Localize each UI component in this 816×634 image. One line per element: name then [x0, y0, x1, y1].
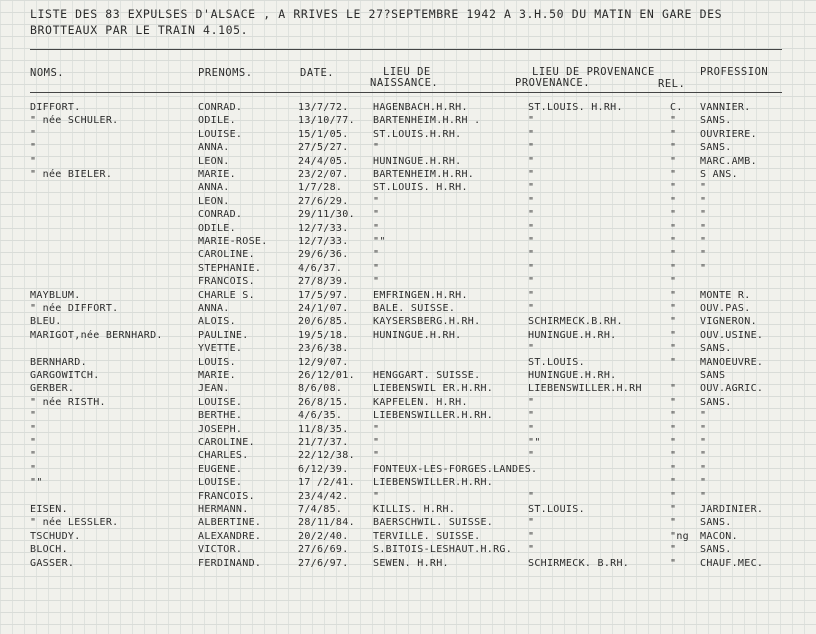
table-row — [0, 370, 816, 382]
cell-prov: " — [528, 262, 535, 274]
header-rule-bottom — [30, 92, 782, 93]
cell-lieu: "" — [373, 236, 386, 247]
cell-prof: " — [700, 209, 707, 221]
cell-nom: " née BIELER. — [30, 169, 113, 180]
cell-prof: " — [700, 222, 707, 234]
cell-prenom: LOUISE. — [198, 396, 243, 408]
cell-rel: " — [670, 182, 677, 194]
cell-prov: " — [528, 544, 535, 556]
table-row — [0, 156, 816, 168]
cell-prov: " — [528, 450, 535, 462]
table-row — [0, 223, 816, 235]
cell-prof: " — [700, 410, 707, 422]
header-prov-top: LIEU DE PROVENANCE — [532, 66, 655, 78]
cell-date: 1/7/28. — [298, 182, 343, 194]
cell-prof: " — [700, 477, 707, 489]
cell-lieu: ST.LOUIS.H.RH. — [373, 128, 462, 140]
cell-rel: " — [670, 343, 677, 355]
cell-date: 20/2/40. — [298, 530, 349, 542]
cell-prenom: EUGENE. — [198, 463, 243, 475]
cell-nom: BLEU. — [30, 316, 62, 328]
cell-lieu: " — [373, 423, 380, 435]
cell-prenom: JOSEPH. — [198, 423, 243, 435]
cell-prenom: FRANCOIS. — [198, 276, 255, 288]
cell-prov: " — [528, 303, 535, 314]
cell-prov: " — [528, 222, 535, 234]
cell-prenom: ALEXANDRE. — [198, 530, 262, 542]
table-row — [0, 129, 816, 141]
cell-prov: " — [528, 209, 535, 221]
cell-prov: ST.LOUIS. — [528, 504, 585, 515]
cell-nom: " née LESSLER. — [30, 517, 119, 529]
cell-prenom: JEAN. — [198, 383, 230, 395]
cell-date: 12/7/33. — [298, 222, 349, 234]
header-lieu-bottom: NAISSANCE. — [370, 77, 439, 89]
cell-prof: CHAUF.MEC. — [700, 557, 764, 569]
cell-lieu: " — [373, 276, 380, 288]
cell-date: 20/6/85. — [298, 316, 349, 328]
table-row — [0, 330, 816, 342]
cell-nom: "" — [30, 477, 43, 489]
cell-prenom: ODILE. — [198, 115, 236, 127]
cell-rel: " — [670, 410, 677, 422]
cell-prov: " — [528, 396, 535, 408]
cell-prof: JARDINIER. — [700, 504, 764, 515]
cell-prov: " — [528, 115, 535, 127]
cell-date: 29/11/30. — [298, 209, 355, 221]
cell-nom: EISEN. — [30, 504, 68, 515]
cell-prof: SANS. — [700, 544, 732, 556]
cell-lieu: EMFRINGEN.H.RH. — [373, 289, 468, 301]
cell-date: 4/6/37. — [298, 262, 343, 274]
cell-nom: GERBER. — [30, 383, 75, 395]
cell-rel: " — [670, 249, 677, 261]
cell-rel: " — [670, 450, 677, 462]
cell-prenom: FERDINAND. — [198, 557, 262, 569]
table-row — [0, 450, 816, 462]
cell-date: 12/7/33. — [298, 236, 349, 247]
cell-prenom: CONRAD. — [198, 209, 243, 221]
cell-lieu: BARTENHEIM.H.RH. — [373, 169, 475, 180]
cell-lieu: S.BITOIS-LESHAUT.H.RG. — [373, 544, 513, 556]
cell-lieu: HENGGART. SUISSE. — [373, 370, 481, 381]
cell-nom: " — [30, 423, 37, 435]
cell-prov: " — [528, 530, 535, 542]
cell-prenom: ODILE. — [198, 222, 236, 234]
table-row — [0, 196, 816, 208]
header-prenoms: PRENOMS. — [198, 67, 253, 79]
cell-prov: " — [528, 410, 535, 422]
cell-prenom: HERMANN. — [198, 504, 249, 515]
cell-nom: " née SCHULER. — [30, 115, 119, 127]
cell-lieu: " — [373, 437, 380, 448]
cell-nom: TSCHUDY. — [30, 530, 81, 542]
cell-prov: "" — [528, 437, 541, 448]
cell-nom: " — [30, 128, 37, 140]
cell-date: 28/11/84. — [298, 517, 355, 529]
cell-nom: GASSER. — [30, 557, 75, 569]
table-row — [0, 169, 816, 181]
cell-prof: OUVRIERE. — [700, 128, 757, 140]
cell-prof: " — [700, 437, 707, 448]
cell-date: 27/6/29. — [298, 195, 349, 207]
cell-prof: " — [700, 236, 707, 247]
cell-date: 27/5/27. — [298, 142, 349, 154]
cell-prenom: VICTOR. — [198, 544, 243, 556]
cell-date: 17 /2/41. — [298, 477, 355, 489]
table-row — [0, 357, 816, 369]
cell-prov: " — [528, 182, 535, 194]
cell-lieu: BALE. SUISSE. — [373, 303, 456, 314]
cell-prof: OUV.AGRIC. — [700, 383, 764, 395]
cell-date: 6/12/39. — [298, 463, 349, 475]
cell-rel: " — [670, 463, 677, 475]
cell-date: 27/6/69. — [298, 544, 349, 556]
cell-date: 13/10/77. — [298, 115, 355, 127]
cell-date: 26/12/01. — [298, 370, 355, 381]
table-row — [0, 383, 816, 395]
table-row — [0, 316, 816, 328]
cell-prenom: ANNA. — [198, 182, 230, 194]
cell-nom: GARGOWITCH. — [30, 370, 100, 381]
cell-rel: " — [670, 209, 677, 221]
cell-prof: SANS. — [700, 517, 732, 529]
cell-prof: SANS — [700, 370, 726, 381]
cell-lieu: BAERSCHWIL. SUISSE. — [373, 517, 494, 529]
cell-prof: " — [700, 182, 707, 194]
cell-rel: " — [670, 557, 677, 569]
table-row — [0, 397, 816, 409]
cell-prov: " — [528, 343, 535, 355]
cell-prov: " — [528, 423, 535, 435]
cell-prof: SANS. — [700, 142, 732, 154]
cell-rel: " — [670, 142, 677, 154]
cell-nom: " — [30, 155, 37, 167]
cell-date: 26/8/15. — [298, 396, 349, 408]
cell-lieu: LIEBENSWIL ER.H.RH. — [373, 383, 494, 395]
cell-date: 23/2/07. — [298, 169, 349, 180]
cell-rel: " — [670, 437, 677, 448]
cell-prof: MACON. — [700, 530, 738, 542]
cell-lieu: TERVILLE. SUISSE. — [373, 530, 481, 542]
cell-prov: HUNINGUE.H.RH. — [528, 329, 617, 341]
cell-prof: SANS. — [700, 396, 732, 408]
table-row — [0, 236, 816, 248]
cell-lieu: HUNINGUE.H.RH. — [373, 329, 462, 341]
cell-rel: C. — [670, 102, 683, 113]
cell-prof: VANNIER. — [700, 102, 751, 113]
cell-prov: LIEBENSWILLER.H.RH — [528, 383, 642, 395]
cell-rel: " — [670, 316, 677, 328]
table-row — [0, 263, 816, 275]
cell-prenom: CHARLES. — [198, 450, 249, 462]
cell-lieu: SEWEN. H.RH. — [373, 557, 449, 569]
cell-lieu: " — [373, 490, 380, 502]
cell-prof: " — [700, 195, 707, 207]
cell-lieu: " — [373, 222, 380, 234]
header-noms: NOMS. — [30, 67, 65, 79]
cell-prenom: ANNA. — [198, 142, 230, 154]
cell-prenom: LOUIS. — [198, 356, 236, 368]
cell-date: 11/8/35. — [298, 423, 349, 435]
cell-prenom: CAROLINE. — [198, 437, 255, 448]
cell-date: 19/5/18. — [298, 329, 349, 341]
cell-rel: " — [670, 504, 677, 515]
cell-date: 8/6/08. — [298, 383, 343, 395]
cell-rel: " — [670, 195, 677, 207]
cell-nom: MAYBLUM. — [30, 289, 81, 301]
cell-lieu: LIEBENSWILLER.H.RH. — [373, 410, 494, 422]
cell-lieu: KAPFELEN. H.RH. — [373, 396, 468, 408]
cell-prenom: MARIE. — [198, 370, 236, 381]
cell-nom: " — [30, 437, 37, 448]
table-header — [0, 66, 816, 92]
table-row — [0, 276, 816, 288]
cell-prenom: YVETTE. — [198, 343, 243, 355]
cell-nom: BLOCH. — [30, 544, 68, 556]
cell-nom: " — [30, 410, 37, 422]
cell-rel: " — [670, 289, 677, 301]
cell-prov: " — [528, 128, 535, 140]
cell-lieu: " — [373, 249, 380, 261]
cell-rel: " — [670, 169, 677, 180]
table-row — [0, 491, 816, 503]
cell-nom: " née RISTH. — [30, 396, 106, 408]
table-row — [0, 303, 816, 315]
cell-prov: " — [528, 169, 535, 180]
table-row — [0, 464, 816, 476]
cell-lieu: HUNINGUE.H.RH. — [373, 155, 462, 167]
cell-prenom: MARIE-ROSE. — [198, 236, 268, 247]
table-row — [0, 437, 816, 449]
cell-prenom: LEON. — [198, 155, 230, 167]
cell-lieu: " — [373, 195, 380, 207]
cell-prof: SANS. — [700, 115, 732, 127]
cell-lieu: HAGENBACH.H.RH. — [373, 102, 468, 113]
cell-prenom: LEON. — [198, 195, 230, 207]
cell-nom: BERNHARD. — [30, 356, 87, 368]
cell-prenom: PAULINE. — [198, 329, 249, 341]
cell-prof: VIGNERON. — [700, 316, 757, 328]
cell-rel: " — [670, 383, 677, 395]
header-profession: PROFESSION — [700, 66, 769, 78]
header-rule-top — [30, 49, 782, 50]
table-row — [0, 544, 816, 556]
header-prov-bottom: PROVENANCE. — [515, 77, 591, 89]
cell-prov: " — [528, 249, 535, 261]
cell-rel: " — [670, 262, 677, 274]
cell-prov: " — [528, 490, 535, 502]
cell-rel: " — [670, 222, 677, 234]
cell-prov: SCHIRMECK.B.RH. — [528, 316, 623, 328]
cell-prenom: CAROLINE. — [198, 249, 255, 261]
cell-prenom: BERTHE. — [198, 410, 243, 422]
cell-prof: SANS. — [700, 343, 732, 355]
cell-prof: " — [700, 450, 707, 462]
cell-prenom: ALOIS. — [198, 316, 236, 328]
header-lieu-top: LIEU DE — [383, 66, 431, 78]
cell-lieu: BARTENHEIM.H.RH . — [373, 115, 481, 127]
cell-lieu: FONTEUX-LES-FORGES.LANDES. — [373, 463, 538, 475]
cell-prov: ST.LOUIS. H.RH. — [528, 102, 623, 113]
cell-nom: " — [30, 463, 37, 475]
cell-prov: " — [528, 236, 535, 247]
table-row — [0, 290, 816, 302]
cell-date: 15/1/05. — [298, 128, 349, 140]
cell-prenom: ALBERTINE. — [198, 517, 262, 529]
cell-prov: HUNINGUE.H.RH. — [528, 370, 617, 381]
cell-prenom: CHARLE S. — [198, 289, 255, 301]
table-row — [0, 102, 816, 114]
cell-prof: MARC.AMB. — [700, 155, 757, 167]
cell-lieu: KILLIS. H.RH. — [373, 504, 456, 515]
cell-rel: " — [670, 396, 677, 408]
table-row — [0, 209, 816, 221]
cell-prov: SCHIRMECK. B.RH. — [528, 557, 630, 569]
cell-prov: " — [528, 517, 535, 529]
cell-prov: " — [528, 276, 535, 288]
cell-prenom: MARIE. — [198, 169, 236, 180]
table-row — [0, 115, 816, 127]
cell-nom: DIFFORT. — [30, 102, 81, 113]
cell-rel: " — [670, 490, 677, 502]
cell-lieu: LIEBENSWILLER.H.RH. — [373, 477, 494, 489]
cell-date: 24/4/05. — [298, 155, 349, 167]
cell-prof: " — [700, 463, 707, 475]
cell-prenom: LOUISE. — [198, 477, 243, 489]
table-row — [0, 517, 816, 529]
cell-date: 21/7/37. — [298, 437, 349, 448]
cell-rel: " — [670, 303, 677, 314]
cell-prenom: LOUISE. — [198, 128, 243, 140]
cell-prof: MONTE R. — [700, 289, 751, 301]
cell-prof: MANOEUVRE. — [700, 356, 764, 368]
cell-prof: " — [700, 423, 707, 435]
cell-rel: " — [670, 236, 677, 247]
cell-rel: " — [670, 423, 677, 435]
table-row — [0, 343, 816, 355]
cell-prenom: ANNA. — [198, 303, 230, 314]
cell-prof: " — [700, 249, 707, 261]
cell-rel: " — [670, 155, 677, 167]
cell-prov: ST.LOUIS. — [528, 356, 585, 368]
document-title: LISTE DES 83 EXPULSES D'ALSACE , A RRIVES LE 27?SEPTEMBRE 1942 A 3.H.50 DU MATIN EN GARE DES BROTTEAUX PAR LE TRAIN 4.105. — [30, 7, 723, 37]
cell-lieu: ST.LOUIS. H.RH. — [373, 182, 468, 194]
cell-rel: " — [670, 517, 677, 529]
cell-lieu: " — [373, 450, 380, 462]
cell-prov: " — [528, 142, 535, 154]
cell-prof: OUV.USINE. — [700, 329, 764, 341]
cell-prenom: STEPHANIE. — [198, 262, 262, 274]
cell-date: 13/7/72. — [298, 102, 349, 113]
cell-rel: " — [670, 544, 677, 556]
cell-prof: " — [700, 262, 707, 274]
table-row — [0, 249, 816, 261]
cell-prof: S ANS. — [700, 169, 738, 180]
table-row — [0, 410, 816, 422]
cell-nom: " née DIFFORT. — [30, 303, 119, 314]
cell-rel: " — [670, 477, 677, 489]
table-row — [0, 531, 816, 543]
cell-rel: " — [670, 128, 677, 140]
cell-prof: " — [700, 490, 707, 502]
cell-date: 27/6/97. — [298, 557, 349, 569]
cell-prov: " — [528, 155, 535, 167]
cell-prenom: CONRAD. — [198, 102, 243, 113]
cell-date: 17/5/97. — [298, 289, 349, 301]
header-date: DATE. — [300, 67, 335, 79]
cell-rel: " — [670, 329, 677, 341]
cell-nom: " — [30, 142, 37, 154]
table-row — [0, 142, 816, 154]
table-row — [0, 558, 816, 570]
cell-date: 4/6/35. — [298, 410, 343, 422]
cell-rel: " — [670, 356, 677, 368]
cell-lieu: " — [373, 142, 380, 154]
cell-rel: "ng — [670, 530, 689, 542]
cell-prov: " — [528, 289, 535, 301]
cell-date: 7/4/85. — [298, 504, 343, 515]
cell-date: 27/8/39. — [298, 276, 349, 288]
cell-date: 23/6/38. — [298, 343, 349, 355]
cell-date: 29/6/36. — [298, 249, 349, 261]
cell-lieu: KAYSERSBERG.H.RH. — [373, 316, 481, 328]
cell-rel: " — [670, 115, 677, 127]
cell-date: 12/9/07. — [298, 356, 349, 368]
cell-rel: " — [670, 276, 677, 288]
cell-date: 22/12/38. — [298, 450, 355, 462]
cell-lieu: " — [373, 209, 380, 221]
header-rel: REL. — [658, 78, 686, 90]
cell-nom: " — [30, 450, 37, 462]
table-row — [0, 477, 816, 489]
cell-date: 24/1/07. — [298, 303, 349, 314]
cell-prov: " — [528, 195, 535, 207]
cell-prof: OUV.PAS. — [700, 303, 751, 314]
cell-date: 23/4/42. — [298, 490, 349, 502]
cell-prenom: FRANCOIS. — [198, 490, 255, 502]
table-row — [0, 182, 816, 194]
cell-nom: MARIGOT,née BERNHARD. — [30, 329, 163, 341]
table-row — [0, 424, 816, 436]
table-row — [0, 504, 816, 516]
cell-lieu: " — [373, 262, 380, 274]
